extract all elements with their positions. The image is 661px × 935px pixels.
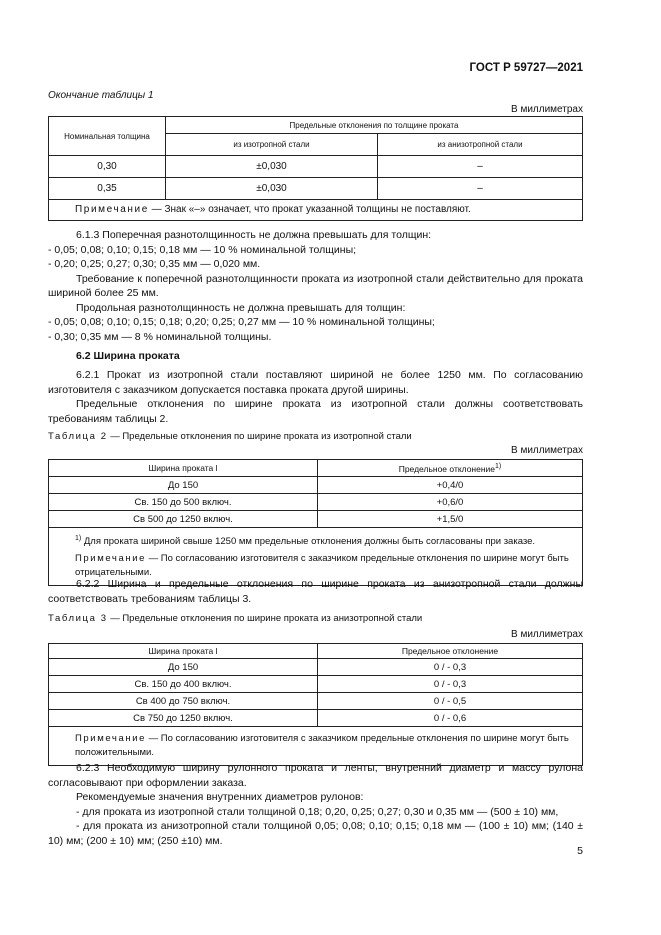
table1-cell-thickness: 0,35 [49,178,166,200]
table2-col-width: Ширина проката l [49,460,318,477]
footnote-ref: 1) [495,462,502,470]
table3-col-dev: Предельное отклонение [318,644,583,659]
table2-cell-dev: +0,4/0 [318,477,583,494]
paragraph: 6.2.3 Необходимую ширину рулонного проката и ленты, внутренний диаметр и массу рулона согласовывают при оформлении заказа. [48,762,583,789]
table3-cell-width: Св 750 до 1250 включ. [49,710,318,727]
footnote-text: Для проката шириной свыше 1250 мм предельные отклонения должны быть согласованы при заказе. [81,536,536,548]
caption-label: Таблица 2 [48,431,108,442]
table2-cell-width: До 150 [49,477,318,494]
col-dev-label: Предельное отклонение [398,463,496,474]
paragraph: 6.1.3 Поперечная разнотолщинность не должна превышать для толщин: [76,229,432,241]
table2-note [75,552,576,580]
paragraph: Рекомендуемые значения внутренних диаметров рулонов: [76,791,364,803]
table1-col-aniso: из анизотропной стали [378,134,583,156]
paragraph: 6.2.2 Ширина и предельные отклонения по ширине проката из анизотропной стали должны соответствовать требованиям таблицы 3. [48,578,583,605]
table3-cell-dev: 0 / - 0,3 [318,676,583,693]
note-label: Примечание [75,204,149,215]
table2-caption [48,431,412,442]
table1-cell-thickness: 0,30 [49,156,166,178]
table-row [49,178,583,200]
table3-units: В миллиметрах [511,629,583,640]
table2-cell-width: Св. 150 до 500 включ. [49,494,318,511]
table2 [48,459,583,586]
list-item: - 0,30; 0,35 мм — 8 % номинальной толщины. [48,330,272,343]
standard-header: ГОСТ Р 59727—2021 [469,62,583,74]
table2-cell-dev: +1,5/0 [318,511,583,528]
table2-cell-width: Св 500 до 1250 включ. [49,511,318,528]
table1-note [49,200,583,221]
list-item: - 0,20; 0,25; 0,27; 0,30; 0,35 мм — 0,020 мм. [48,258,261,270]
table3-col-width: Ширина проката l [49,644,318,659]
table-row [49,659,583,676]
list-item: - 0,05; 0,08; 0,10; 0,15; 0,18; 0,20; 0,25; 0,27 мм — 10 % номинальной толщины; [48,316,435,328]
table3-cell-width: До 150 [49,659,318,676]
table-row [49,693,583,710]
paragraph: Продольная разнотолщинность не должна превышать для толщин: [76,301,406,314]
table1-col-iso: из изотропной стали [166,134,378,156]
table1-caption: Окончание таблицы 1 [48,90,154,101]
table3-cell-width: Св 400 до 750 включ. [49,693,318,710]
table-row [49,511,583,528]
table-row [49,676,583,693]
table3-cell-width: Св. 150 до 400 включ. [49,676,318,693]
table1-col-nominal: Номинальная толщина [49,117,166,156]
caption-text: — Предельные отклонения по ширине проката из анизотропной стали [107,613,423,624]
footnote-mark: 1) [75,535,82,542]
caption-text: — Предельные отклонения по ширине проката из изотропной стали [107,431,412,442]
table-row [49,710,583,727]
paragraph: Предельные отклонения по ширине проката из изотропной стали должны соответствовать требованиям таблицы 2. [48,398,583,425]
caption-label: Таблица 3 [48,613,108,624]
note-label: Примечание [75,553,146,565]
table-row [49,477,583,494]
note-text: — По согласованию изготовителя с заказчиком предельные отклонения по ширине могут быть положительными. [75,733,569,758]
table3-caption [48,613,422,624]
table1 [48,116,583,221]
section-613 [48,228,583,344]
section-623 [48,761,583,848]
paragraph: 6.2.1 Прокат из изотропной стали поставляют шириной не более 1250 мм. По согласованию изготовителя с заказчиком допускается поставка проката другой ширины. [48,369,583,396]
table3 [48,643,583,766]
note-label: Примечание [75,733,146,744]
section-622 [48,577,583,606]
note-text: — Знак «–» означает, что прокат указанной толщины не поставляют. [148,204,471,215]
table-row [49,494,583,511]
list-item: - для проката из изотропной стали толщиной 0,18; 0,20, 0,25; 0,27; 0,30 и 0,35 мм — (500 ± 10) мм, [76,805,559,818]
paragraph: Требование к поперечной разнотолщинности проката из изотропной стали действительно для проката шириной более 25 мм. [48,272,583,299]
section-62-title: 6.2 Ширина проката [76,350,180,362]
table3-cell-dev: 0 / - 0,5 [318,693,583,710]
table1-col-group: Предельные отклонения по толщине проката [166,117,583,134]
table2-footnote [75,532,576,549]
list-item: - 0,05; 0,08; 0,10; 0,15; 0,18 мм — 10 % номинальной толщины; [48,243,357,256]
table-row [49,156,583,178]
note-text: — По согласованию изготовителя с заказчиком предельные отклонения по ширине могут быть отрицательными. [75,553,569,579]
table1-cell-iso: ±0,030 [166,156,378,178]
table3-note [49,727,583,766]
table1-cell-aniso: – [378,178,583,200]
page-number: 5 [577,845,583,857]
section-621 [48,368,583,426]
table1-cell-aniso: – [378,156,583,178]
list-item: - для проката из анизотропной стали толщиной 0,05; 0,08; 0,10; 0,15; 0,18 мм — (100 ± 10) мм; (140 ± 10) мм; (200 ± 10) мм; (250 ±10) мм. [48,820,583,847]
table1-cell-iso: ±0,030 [166,178,378,200]
table2-col-dev [318,460,583,477]
table1-units: В миллиметрах [511,104,583,115]
table2-units: В миллиметрах [511,445,583,456]
table2-cell-dev: +0,6/0 [318,494,583,511]
table3-cell-dev: 0 / - 0,6 [318,710,583,727]
table3-cell-dev: 0 / - 0,3 [318,659,583,676]
